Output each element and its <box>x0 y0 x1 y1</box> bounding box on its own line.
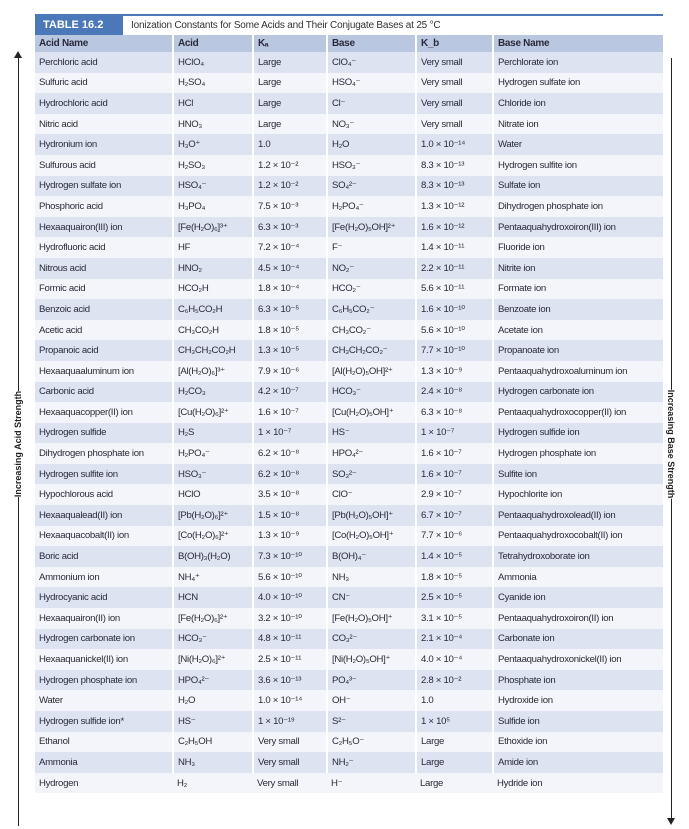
kb-value: Very small <box>416 73 493 94</box>
base-name: Nitrite ion <box>493 258 663 279</box>
acid-name: Ammonia <box>35 752 173 773</box>
base-name: Hydroxide ion <box>493 690 663 711</box>
ka-value: Large <box>253 73 327 94</box>
base-formula: [Co(H₂O)₅OH]⁺ <box>327 526 416 547</box>
acid-formula: HNO₃ <box>173 114 253 135</box>
base-formula: F⁻ <box>327 237 416 258</box>
base-formula: SO₄²⁻ <box>327 176 416 197</box>
ka-value: Large <box>253 114 327 135</box>
table-row <box>35 505 663 526</box>
kb-value: 7.7 × 10⁻¹⁰ <box>416 340 493 361</box>
acid-name: Ethanol <box>35 732 173 753</box>
kb-value: Very small <box>416 93 493 114</box>
table-row <box>35 587 663 608</box>
ka-value: 1.8 × 10⁻⁴ <box>253 279 327 300</box>
ka-value: 4.0 × 10⁻¹⁰ <box>253 587 327 608</box>
ka-value: 2.5 × 10⁻¹¹ <box>253 649 327 670</box>
acid-formula: H₂ <box>173 773 253 794</box>
kb-value: 2.9 × 10⁻⁷ <box>416 484 493 505</box>
ka-value: Large <box>253 52 327 73</box>
ka-value: 1.2 × 10⁻² <box>253 155 327 176</box>
header-row <box>35 35 663 52</box>
acid-name: Dihydrogen phosphate ion <box>35 443 173 464</box>
base-formula: NH₃ <box>327 567 416 588</box>
acid-formula: HCl <box>173 93 253 114</box>
ka-value: 1.3 × 10⁻⁵ <box>253 340 327 361</box>
acid-formula: H₂CO₃ <box>173 382 253 403</box>
kb-value: Large <box>416 752 493 773</box>
acid-name: Phosphoric acid <box>35 196 173 217</box>
ka-value: 1.5 × 10⁻⁸ <box>253 505 327 526</box>
ka-value: 7.5 × 10⁻³ <box>253 196 327 217</box>
acid-name: Hydrogen <box>35 773 173 794</box>
acid-name: Acetic acid <box>35 320 173 341</box>
acid-name: Hexaaquacobalt(II) ion <box>35 526 173 547</box>
acid-name: Hexaaqualead(II) ion <box>35 505 173 526</box>
base-name: Perchlorate ion <box>493 52 663 73</box>
acid-formula: CH₃CO₂H <box>173 320 253 341</box>
ka-value: Very small <box>253 773 327 794</box>
table-number-tab: TABLE 16.2 <box>35 16 123 35</box>
base-name: Pentaaquahydroxocopper(II) ion <box>493 402 663 423</box>
acid-formula: [Co(H₂O)₆]²⁺ <box>173 526 253 547</box>
col-acid: Acid <box>173 35 253 52</box>
ka-value: 7.9 × 10⁻⁶ <box>253 361 327 382</box>
table-row <box>35 649 663 670</box>
base-name: Cyanide ion <box>493 587 663 608</box>
acid-formula: HNO₂ <box>173 258 253 279</box>
acid-name: Hydrogen carbonate ion <box>35 629 173 650</box>
kb-value: Very small <box>416 114 493 135</box>
base-name: Dihydrogen phosphate ion <box>493 196 663 217</box>
kb-value: 1.4 × 10⁻¹¹ <box>416 237 493 258</box>
kb-value: 5.6 × 10⁻¹¹ <box>416 279 493 300</box>
table-row <box>35 196 663 217</box>
base-formula: H₂PO₄⁻ <box>327 196 416 217</box>
table-row <box>35 608 663 629</box>
ka-value: 6.3 × 10⁻³ <box>253 217 327 238</box>
base-formula: NH₂⁻ <box>327 752 416 773</box>
table-title-bar <box>35 14 663 35</box>
acid-formula: [Fe(H₂O)₆]²⁺ <box>173 608 253 629</box>
kb-value: 1.6 × 10⁻⁷ <box>416 443 493 464</box>
kb-value: 2.1 × 10⁻⁴ <box>416 629 493 650</box>
kb-value: 1.3 × 10⁻⁹ <box>416 361 493 382</box>
col-kb: K_b <box>416 35 493 52</box>
table-row <box>35 526 663 547</box>
ionization-constants-table <box>35 35 663 793</box>
acid-formula: [Ni(H₂O)₆]²⁺ <box>173 649 253 670</box>
arrow-up-icon <box>14 51 22 58</box>
kb-value: 7.7 × 10⁻⁶ <box>416 526 493 547</box>
acid-formula: HF <box>173 237 253 258</box>
base-formula: H₂O <box>327 134 416 155</box>
acid-name: Hydrogen phosphate ion <box>35 670 173 691</box>
base-formula: CN⁻ <box>327 587 416 608</box>
ka-value: 4.2 × 10⁻⁷ <box>253 382 327 403</box>
base-formula: CH₃CH₂CO₂⁻ <box>327 340 416 361</box>
base-formula: S²⁻ <box>327 711 416 732</box>
base-formula: B(OH)₄⁻ <box>327 546 416 567</box>
base-formula: HPO₄²⁻ <box>327 443 416 464</box>
base-name: Hydride ion <box>493 773 663 794</box>
base-formula: CH₃CO₂⁻ <box>327 320 416 341</box>
acid-formula: HS⁻ <box>173 711 253 732</box>
base-formula: [Ni(H₂O)₅OH]⁺ <box>327 649 416 670</box>
table-row <box>35 299 663 320</box>
table-row <box>35 443 663 464</box>
base-name: Hydrogen sulfate ion <box>493 73 663 94</box>
ka-value: Very small <box>253 752 327 773</box>
kb-value: 1.0 × 10⁻¹⁴ <box>416 134 493 155</box>
acid-name: Benzoic acid <box>35 299 173 320</box>
base-strength-label: Increasing Base Strength <box>663 390 679 499</box>
base-name: Carbonate ion <box>493 629 663 650</box>
table-row <box>35 423 663 444</box>
ka-value: 7.2 × 10⁻⁴ <box>253 237 327 258</box>
base-name: Sulfate ion <box>493 176 663 197</box>
acid-name: Formic acid <box>35 279 173 300</box>
base-formula: [Fe(H₂O)₅OH]⁺ <box>327 608 416 629</box>
base-name: Pentaaquahydroxonickel(II) ion <box>493 649 663 670</box>
table-row <box>35 279 663 300</box>
col-ka: Kₐ <box>253 35 327 52</box>
table-row <box>35 773 663 794</box>
base-formula: [Al(H₂O)₅OH]²⁺ <box>327 361 416 382</box>
base-name: Phosphate ion <box>493 670 663 691</box>
ka-value: Very small <box>253 732 327 753</box>
base-formula: HCO₂⁻ <box>327 279 416 300</box>
acid-name: Carbonic acid <box>35 382 173 403</box>
base-formula: [Pb(H₂O)₅OH]⁺ <box>327 505 416 526</box>
acid-formula: H₃PO₄ <box>173 196 253 217</box>
base-name: Ethoxide ion <box>493 732 663 753</box>
kb-value: 8.3 × 10⁻¹³ <box>416 176 493 197</box>
acid-name: Hexaaquacopper(II) ion <box>35 402 173 423</box>
base-name: Propanoate ion <box>493 340 663 361</box>
base-name: Hydrogen carbonate ion <box>493 382 663 403</box>
ka-value: 4.5 × 10⁻⁴ <box>253 258 327 279</box>
acid-formula: B(OH)₃(H₂O) <box>173 546 253 567</box>
kb-value: 2.4 × 10⁻⁸ <box>416 382 493 403</box>
kb-value: 4.0 × 10⁻⁴ <box>416 649 493 670</box>
base-name: Hydrogen sulfite ion <box>493 155 663 176</box>
acid-formula: HCN <box>173 587 253 608</box>
base-formula: C₆H₅CO₂⁻ <box>327 299 416 320</box>
table-row <box>35 73 663 94</box>
acid-formula: HPO₄²⁻ <box>173 670 253 691</box>
acid-formula: CH₃CH₂CO₂H <box>173 340 253 361</box>
base-formula: Cl⁻ <box>327 93 416 114</box>
base-formula: C₂H₅O⁻ <box>327 732 416 753</box>
kb-value: 1.4 × 10⁻⁵ <box>416 546 493 567</box>
table-row <box>35 732 663 753</box>
table-row <box>35 340 663 361</box>
acid-name: Hypochlorous acid <box>35 484 173 505</box>
table-row <box>35 484 663 505</box>
acid-formula: HCO₂H <box>173 279 253 300</box>
table-row <box>35 690 663 711</box>
base-formula: CO₃²⁻ <box>327 629 416 650</box>
base-name: Hypochlorite ion <box>493 484 663 505</box>
base-name: Pentaaquahydroxoaluminum ion <box>493 361 663 382</box>
base-formula: H⁻ <box>327 773 416 794</box>
base-name: Sulfide ion <box>493 711 663 732</box>
base-formula: HCO₃⁻ <box>327 382 416 403</box>
base-name: Sulfite ion <box>493 464 663 485</box>
ka-value: Large <box>253 93 327 114</box>
kb-value: Very small <box>416 52 493 73</box>
base-formula: [Cu(H₂O)₅OH]⁺ <box>327 402 416 423</box>
kb-value: 1 × 10⁻⁷ <box>416 423 493 444</box>
acid-strength-label: Increasing Acid Strength <box>10 391 26 497</box>
table-row <box>35 382 663 403</box>
acid-name: Water <box>35 690 173 711</box>
base-formula: OH⁻ <box>327 690 416 711</box>
base-name: Pentaaquahydroxoiron(III) ion <box>493 217 663 238</box>
ka-value: 3.2 × 10⁻¹⁰ <box>253 608 327 629</box>
ka-value: 4.8 × 10⁻¹¹ <box>253 629 327 650</box>
base-formula: HSO₄⁻ <box>327 73 416 94</box>
table-caption: Ionization Constants for Some Acids and Their Conjugate Bases at 25 °C <box>131 20 441 31</box>
kb-value: 1.6 × 10⁻¹⁰ <box>416 299 493 320</box>
ka-value: 5.6 × 10⁻¹⁰ <box>253 567 327 588</box>
table-row <box>35 546 663 567</box>
table-row <box>35 155 663 176</box>
ka-value: 3.6 × 10⁻¹³ <box>253 670 327 691</box>
kb-value: 2.8 × 10⁻² <box>416 670 493 691</box>
acid-formula: HSO₃⁻ <box>173 464 253 485</box>
acid-name: Hydrogen sulfide <box>35 423 173 444</box>
acid-name: Hexaaquairon(III) ion <box>35 217 173 238</box>
base-formula: NO₃⁻ <box>327 114 416 135</box>
col-base: Base <box>327 35 416 52</box>
acid-name: Hydrocyanic acid <box>35 587 173 608</box>
acid-formula: [Al(H₂O)₆]³⁺ <box>173 361 253 382</box>
table-row <box>35 114 663 135</box>
base-formula: PO₄³⁻ <box>327 670 416 691</box>
kb-value: 1 × 10⁵ <box>416 711 493 732</box>
acid-name: Hydrofluoric acid <box>35 237 173 258</box>
acid-name: Hydrochloric acid <box>35 93 173 114</box>
ka-value: 1.8 × 10⁻⁵ <box>253 320 327 341</box>
ka-value: 1 × 10⁻⁷ <box>253 423 327 444</box>
col-acid-name: Acid Name <box>35 35 173 52</box>
base-formula: NO₂⁻ <box>327 258 416 279</box>
acid-formula: C₆H₅CO₂H <box>173 299 253 320</box>
base-name: Pentaaquahydroxocobalt(II) ion <box>493 526 663 547</box>
base-name: Pentaaquahydroxoiron(II) ion <box>493 608 663 629</box>
acid-formula: [Pb(H₂O)₆]²⁺ <box>173 505 253 526</box>
ka-value: 6.3 × 10⁻⁵ <box>253 299 327 320</box>
ka-value: 7.3 × 10⁻¹⁰ <box>253 546 327 567</box>
ka-value: 1.2 × 10⁻² <box>253 176 327 197</box>
acid-name: Hydronium ion <box>35 134 173 155</box>
table-row <box>35 320 663 341</box>
ka-value: 1 × 10⁻¹⁹ <box>253 711 327 732</box>
kb-value: 6.7 × 10⁻⁷ <box>416 505 493 526</box>
ka-value: 1.3 × 10⁻⁹ <box>253 526 327 547</box>
kb-value: 1.8 × 10⁻⁵ <box>416 567 493 588</box>
table-row <box>35 711 663 732</box>
table-row <box>35 52 663 73</box>
base-name: Ammonia <box>493 567 663 588</box>
base-name: Fluoride ion <box>493 237 663 258</box>
table-row <box>35 629 663 650</box>
base-formula: HS⁻ <box>327 423 416 444</box>
kb-value: 2.5 × 10⁻⁵ <box>416 587 493 608</box>
acid-name: Hydrogen sulfide ion* <box>35 711 173 732</box>
acid-name: Sulfuric acid <box>35 73 173 94</box>
base-name: Amide ion <box>493 752 663 773</box>
base-name: Formate ion <box>493 279 663 300</box>
table-row <box>35 237 663 258</box>
table-row <box>35 217 663 238</box>
table-row <box>35 258 663 279</box>
base-formula: HSO₃⁻ <box>327 155 416 176</box>
acid-name: Propanoic acid <box>35 340 173 361</box>
base-name: Water <box>493 134 663 155</box>
acid-formula: HClO <box>173 484 253 505</box>
kb-value: 1.3 × 10⁻¹² <box>416 196 493 217</box>
ka-value: 6.2 × 10⁻⁸ <box>253 464 327 485</box>
acid-formula: H₂SO₃ <box>173 155 253 176</box>
acid-formula: H₂SO₄ <box>173 73 253 94</box>
acid-name: Perchloric acid <box>35 52 173 73</box>
ka-value: 1.6 × 10⁻⁷ <box>253 402 327 423</box>
table-row <box>35 670 663 691</box>
table-row <box>35 752 663 773</box>
kb-value: 2.2 × 10⁻¹¹ <box>416 258 493 279</box>
ka-value: 1.0 <box>253 134 327 155</box>
acid-name: Hydrogen sulfate ion <box>35 176 173 197</box>
table-row <box>35 567 663 588</box>
kb-value: Large <box>416 773 493 794</box>
acid-name: Ammonium ion <box>35 567 173 588</box>
base-name: Acetate ion <box>493 320 663 341</box>
kb-value: Large <box>416 732 493 753</box>
acid-formula: H₂S <box>173 423 253 444</box>
acid-formula: [Cu(H₂O)₆]²⁺ <box>173 402 253 423</box>
base-formula: ClO⁻ <box>327 484 416 505</box>
acid-formula: H₂PO₄⁻ <box>173 443 253 464</box>
acid-formula: [Fe(H₂O)₆]³⁺ <box>173 217 253 238</box>
base-name: Pentaaquahydroxolead(II) ion <box>493 505 663 526</box>
base-formula: SO₃²⁻ <box>327 464 416 485</box>
acid-formula: NH₃ <box>173 752 253 773</box>
table-row <box>35 464 663 485</box>
kb-value: 6.3 × 10⁻⁸ <box>416 402 493 423</box>
acid-formula: HClO₄ <box>173 52 253 73</box>
kb-value: 1.6 × 10⁻⁷ <box>416 464 493 485</box>
acid-formula: C₂H₅OH <box>173 732 253 753</box>
table-row <box>35 176 663 197</box>
base-formula: ClO₄⁻ <box>327 52 416 73</box>
ka-value: 3.5 × 10⁻⁸ <box>253 484 327 505</box>
col-base-name: Base Name <box>493 35 663 52</box>
table-row <box>35 93 663 114</box>
acid-formula: HCO₃⁻ <box>173 629 253 650</box>
table-row <box>35 361 663 382</box>
base-name: Hydrogen sulfide ion <box>493 423 663 444</box>
kb-value: 8.3 × 10⁻¹³ <box>416 155 493 176</box>
base-name: Tetrahydroxoborate ion <box>493 546 663 567</box>
acid-name: Nitrous acid <box>35 258 173 279</box>
base-name: Nitrate ion <box>493 114 663 135</box>
kb-value: 3.1 × 10⁻⁵ <box>416 608 493 629</box>
acid-name: Hydrogen sulfite ion <box>35 464 173 485</box>
base-name: Chloride ion <box>493 93 663 114</box>
kb-value: 1.6 × 10⁻¹² <box>416 217 493 238</box>
base-name: Benzoate ion <box>493 299 663 320</box>
kb-value: 1.0 <box>416 690 493 711</box>
arrow-down-icon <box>667 818 675 825</box>
ka-value: 6.2 × 10⁻⁸ <box>253 443 327 464</box>
acid-formula: H₂O <box>173 690 253 711</box>
acid-formula: H₃O⁺ <box>173 134 253 155</box>
acid-formula: HSO₄⁻ <box>173 176 253 197</box>
base-formula: [Fe(H₂O)₅OH]²⁺ <box>327 217 416 238</box>
base-name: Hydrogen phosphate ion <box>493 443 663 464</box>
acid-name: Hexaaquairon(II) ion <box>35 608 173 629</box>
acid-name: Sulfurous acid <box>35 155 173 176</box>
kb-value: 5.6 × 10⁻¹⁰ <box>416 320 493 341</box>
acid-name: Hexaaquanickel(II) ion <box>35 649 173 670</box>
acid-formula: NH₄⁺ <box>173 567 253 588</box>
acid-name: Nitric acid <box>35 114 173 135</box>
ka-value: 1.0 × 10⁻¹⁴ <box>253 690 327 711</box>
table-row <box>35 402 663 423</box>
table-row <box>35 134 663 155</box>
acid-name: Hexaaquaaluminum ion <box>35 361 173 382</box>
acid-name: Boric acid <box>35 546 173 567</box>
